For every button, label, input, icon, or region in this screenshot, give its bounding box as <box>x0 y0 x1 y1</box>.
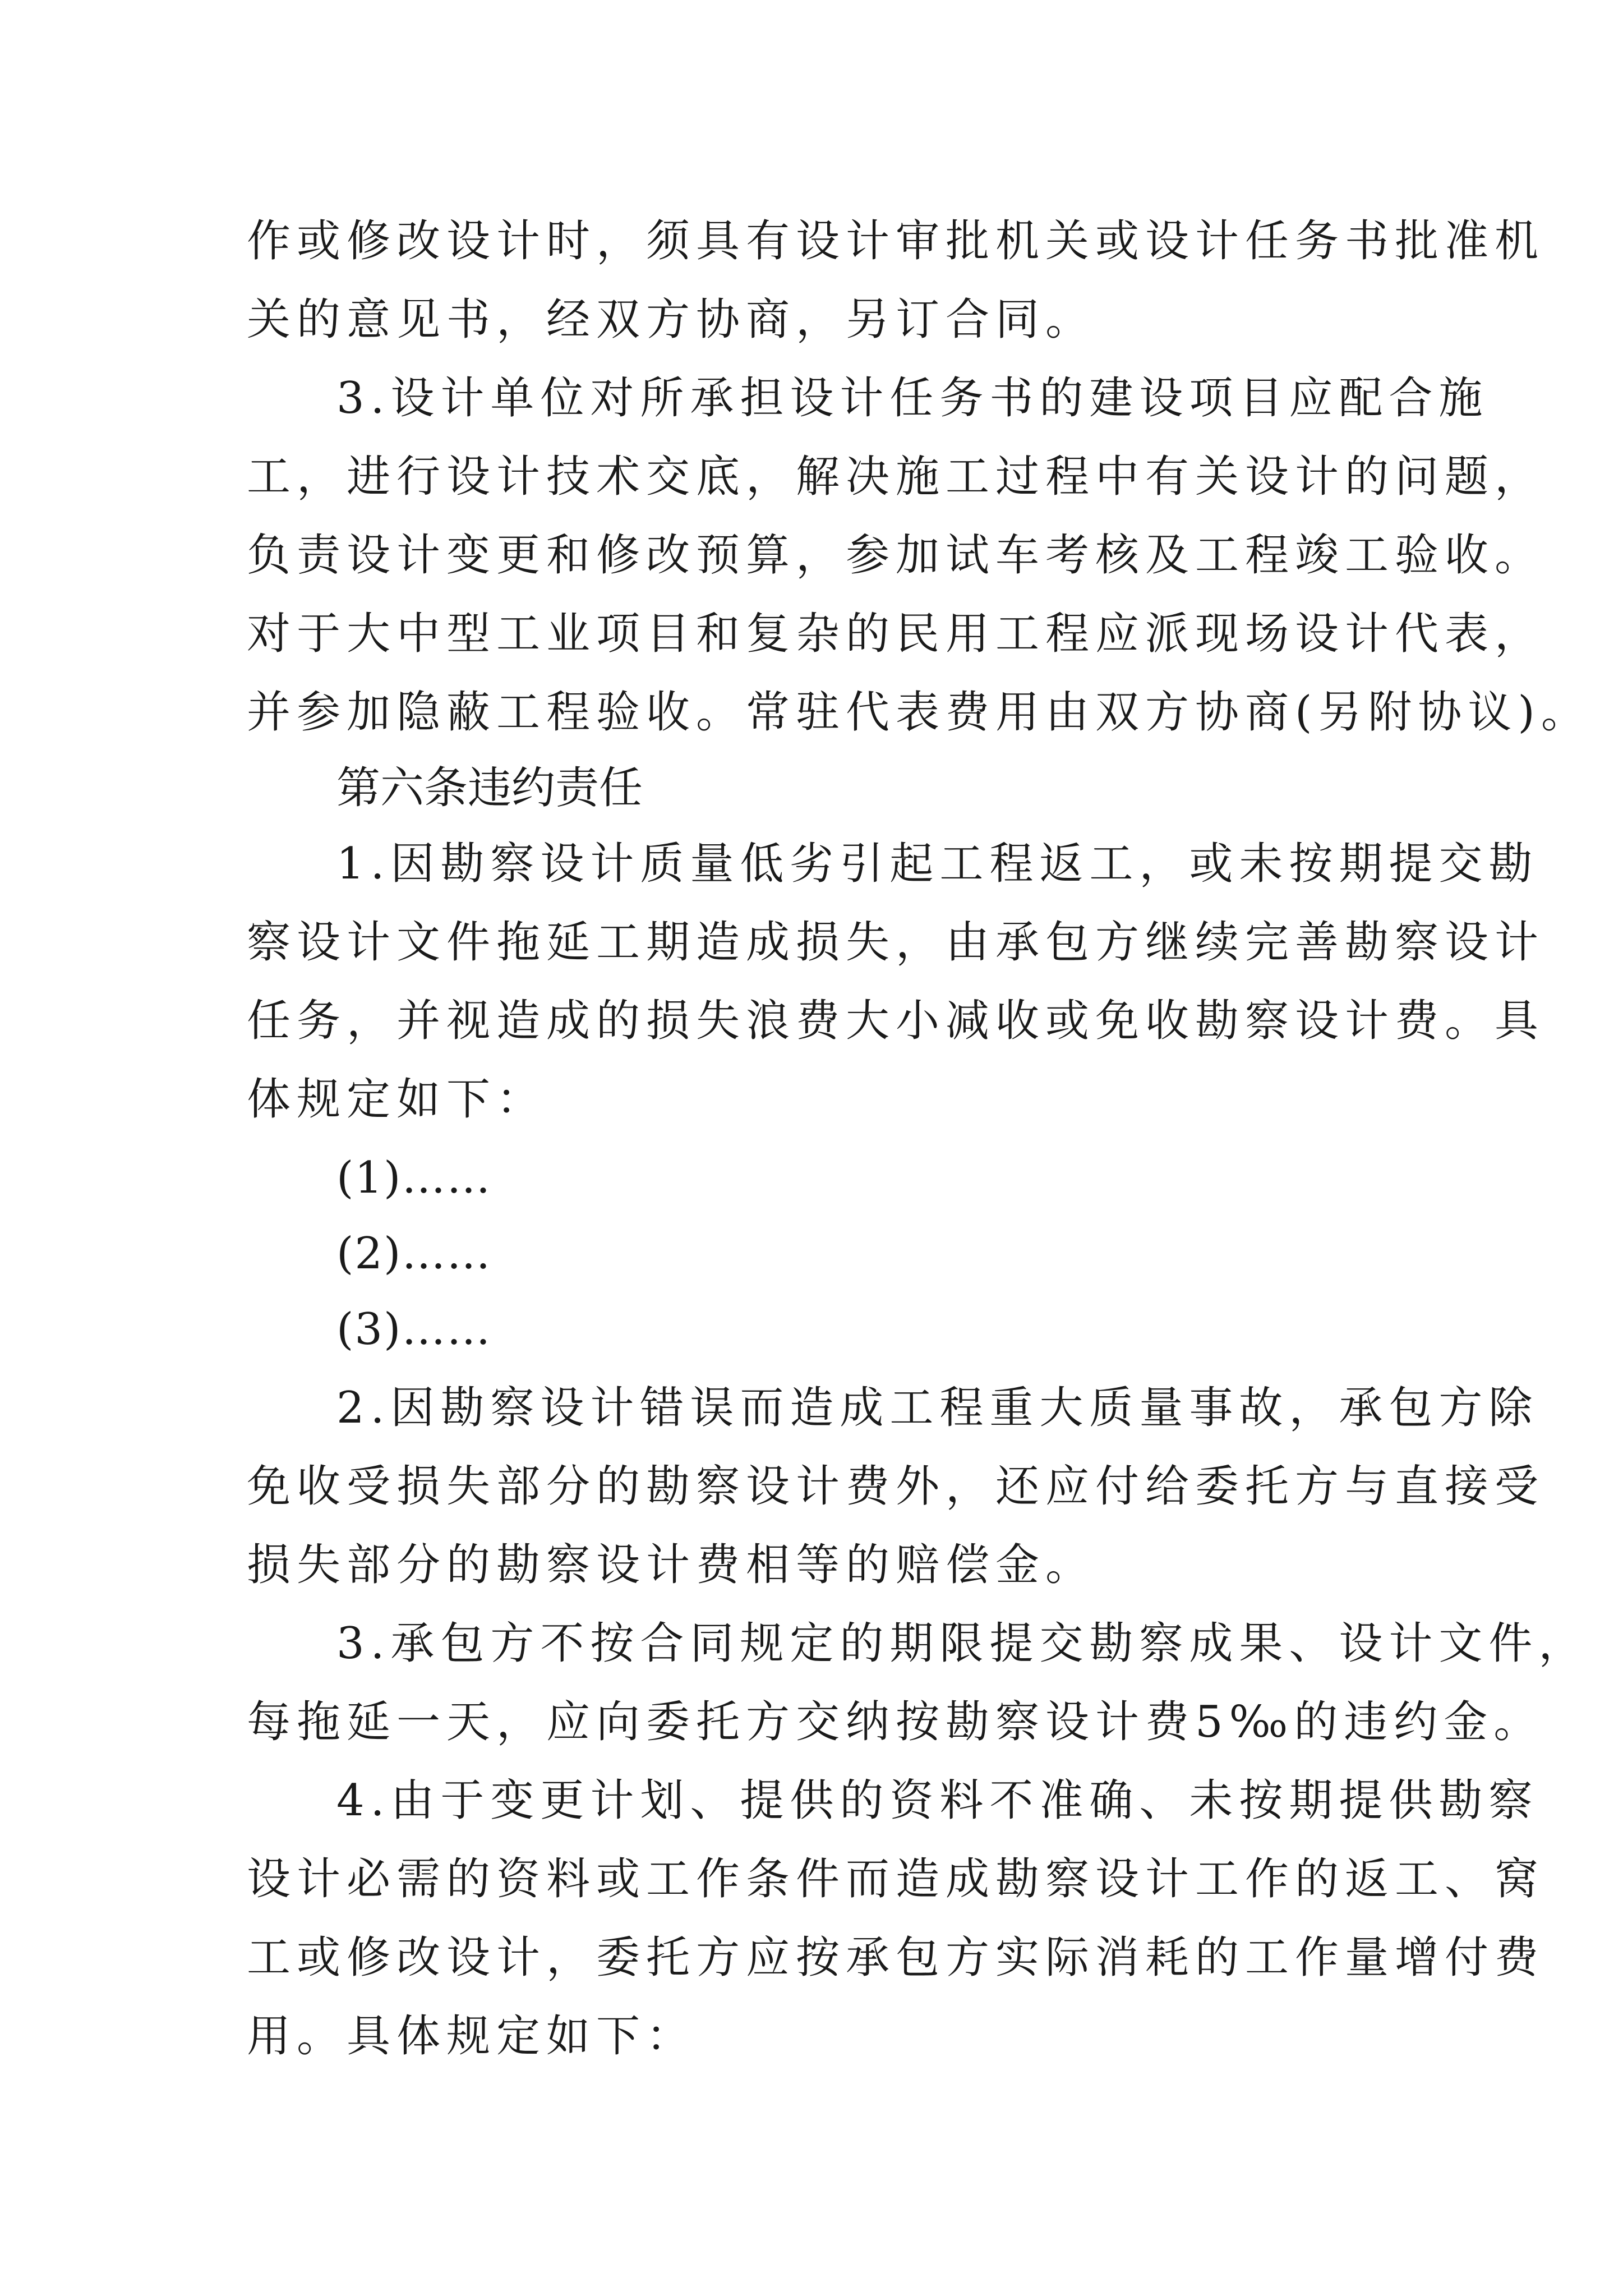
paragraph-line: 并参加隐蔽工程验收。常驻代表费用由双方协商(另附协议)。 <box>247 687 1591 738</box>
paragraph-line: 负责设计变更和修改预算，参加试车考核及工程竣工验收。 <box>247 530 1545 581</box>
paragraph-line: 1.因勘察设计质量低劣引起工程返工，或未按期提交勘 <box>336 839 1539 889</box>
paragraph-line: 关的意见书，经双方协商，另订合同。 <box>247 295 1096 345</box>
paragraph-line: 工，进行设计技术交底，解决施工过程中有关设计的问题， <box>247 452 1545 502</box>
list-item: (3)…… <box>336 1304 492 1355</box>
paragraph-line: 设计必需的资料或工作条件而造成勘察设计工作的返工、窝 <box>247 1854 1545 1904</box>
paragraph-line: 察设计文件拖延工期造成损失，由承包方继续完善勘察设计 <box>247 917 1545 968</box>
paragraph-line: 4.由于变更计划、提供的资料不准确、未按期提供勘察 <box>336 1775 1539 1826</box>
list-item: (2)…… <box>336 1228 492 1279</box>
paragraph-line: 3.设计单位对所承担设计任务书的建设项目应配合施 <box>336 373 1489 424</box>
paragraph-line: 任务，并视造成的损失浪费大小减收或免收勘察设计费。具 <box>247 996 1545 1046</box>
list-item: (1)…… <box>336 1153 492 1203</box>
paragraph-line: 2.因勘察设计错误而造成工程重大质量事故，承包方除 <box>336 1383 1539 1433</box>
paragraph-line: 工或修改设计，委托方应按承包方实际消耗的工作量增付费 <box>247 1932 1545 1983</box>
paragraph-line: 对于大中型工业项目和复杂的民用工程应派现场设计代表， <box>247 609 1545 659</box>
paragraph-line: 作或修改设计时，须具有设计审批机关或设计任务书批准机 <box>247 216 1545 266</box>
paragraph-line: 体规定如下： <box>247 1074 547 1125</box>
paragraph-line: 用。具体规定如下： <box>247 2011 697 2062</box>
paragraph-line: 免收受损失部分的勘察设计费外，还应付给委托方与直接受 <box>247 1461 1545 1512</box>
section-heading: 第六条违约责任 <box>336 763 643 813</box>
paragraph-line: 损失部分的勘察设计费相等的赔偿金。 <box>247 1540 1096 1590</box>
paragraph-line: 3.承包方不按合同规定的期限提交勘察成果、设计文件， <box>336 1618 1589 1669</box>
paragraph-line: 每拖延一天，应向委托方交纳按勘察设计费5‰的违约金。 <box>247 1697 1544 1747</box>
